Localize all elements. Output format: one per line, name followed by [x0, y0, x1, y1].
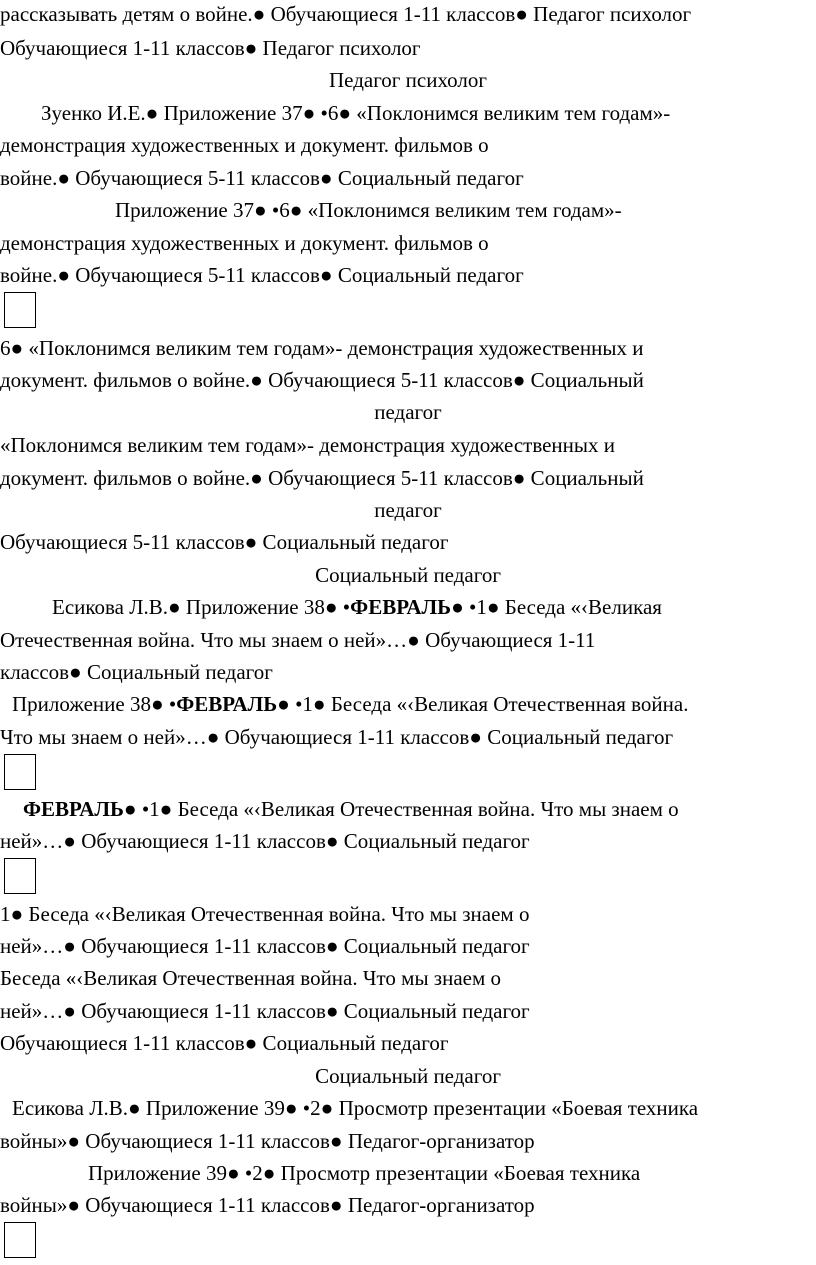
text-line: ФЕВРАЛЬ● •1● Беседа «‹Великая Отечественная война. Что мы знаем о: [23, 797, 679, 821]
text-line: педагог: [374, 498, 442, 522]
text-line: демонстрация художественных и документ. фильмов о: [0, 231, 489, 255]
text-line: «Поклонимся великим тем годам»- демонстрация художественных и: [0, 433, 616, 457]
text-line: Что мы знаем о ней»…● Обучающиеся 1-11 классов● Социальный педагог: [0, 725, 674, 749]
checkbox-square: [4, 292, 36, 328]
text-line: Обучающиеся 1-11 классов● Педагог психолог: [0, 36, 421, 60]
text-line: Есикова Л.В.● Приложение 38● •ФЕВРАЛЬ● •1● Беседа «‹Великая: [52, 595, 662, 619]
text-line: Социальный педагог: [315, 563, 501, 587]
text-line: педагог: [374, 400, 442, 424]
text-line: Есикова Л.В.● Приложение 39● •2● Просмотр презентации «Боевая техника: [12, 1096, 699, 1120]
text-line: ней»…● Обучающиеся 1-11 классов● Социальный педагог: [0, 934, 530, 958]
checkbox-square: [4, 858, 36, 894]
text-line: 6● «Поклонимся великим тем годам»- демонстрация художественных и: [0, 336, 644, 360]
text-line: войны»● Обучающиеся 1-11 классов● Педагог-организатор: [0, 1193, 535, 1217]
text-line: документ. фильмов о войне.● Обучающиеся 5-11 классов● Социальный: [0, 466, 644, 490]
text-line: Приложение 39● •2● Просмотр презентации «Боевая техника: [88, 1161, 641, 1185]
checkbox-square: [4, 1222, 36, 1258]
text-line: Отечественная война. Что мы знаем о ней»…● Обучающиеся 1-11: [0, 628, 596, 652]
text-line: Беседа «‹Великая Отечественная война. Что мы знаем о: [0, 966, 502, 990]
text-line: Педагог психолог: [329, 68, 487, 92]
text-line: Приложение 37● •6● «Поклонимся великим тем годам»-: [115, 198, 622, 222]
text-line: ней»…● Обучающиеся 1-11 классов● Социальный педагог: [0, 829, 530, 853]
text-line: ней»…● Обучающиеся 1-11 классов● Социальный педагог: [0, 999, 530, 1023]
text-line: классов● Социальный педагог: [0, 660, 273, 684]
text-line: войны»● Обучающиеся 1-11 классов● Педагог-организатор: [0, 1129, 535, 1153]
text-line: Социальный педагог: [315, 1064, 501, 1088]
checkbox-square: [4, 754, 36, 790]
text-line: 1● Беседа «‹Великая Отечественная война. Что мы знаем о: [0, 902, 530, 926]
text-line: Обучающиеся 5-11 классов● Социальный педагог: [0, 530, 449, 554]
text-line: Приложение 38● •ФЕВРАЛЬ● •1● Беседа «‹Великая Отечественная война.: [12, 692, 689, 716]
text-line: рассказывать детям о войне.● Обучающиеся 1-11 классов● Педагог психолог: [0, 2, 692, 26]
text-line: Зуенко И.Е.● Приложение 37● •6● «Поклонимся великим тем годам»-: [41, 101, 671, 125]
text-line: войне.● Обучающиеся 5-11 классов● Социальный педагог: [0, 263, 524, 287]
text-line: войне.● Обучающиеся 5-11 классов● Социальный педагог: [0, 166, 524, 190]
text-line: Обучающиеся 1-11 классов● Социальный педагог: [0, 1031, 449, 1055]
text-line: демонстрация художественных и документ. фильмов о: [0, 133, 489, 157]
text-line: документ. фильмов о войне.● Обучающиеся 5-11 классов● Социальный: [0, 368, 644, 392]
